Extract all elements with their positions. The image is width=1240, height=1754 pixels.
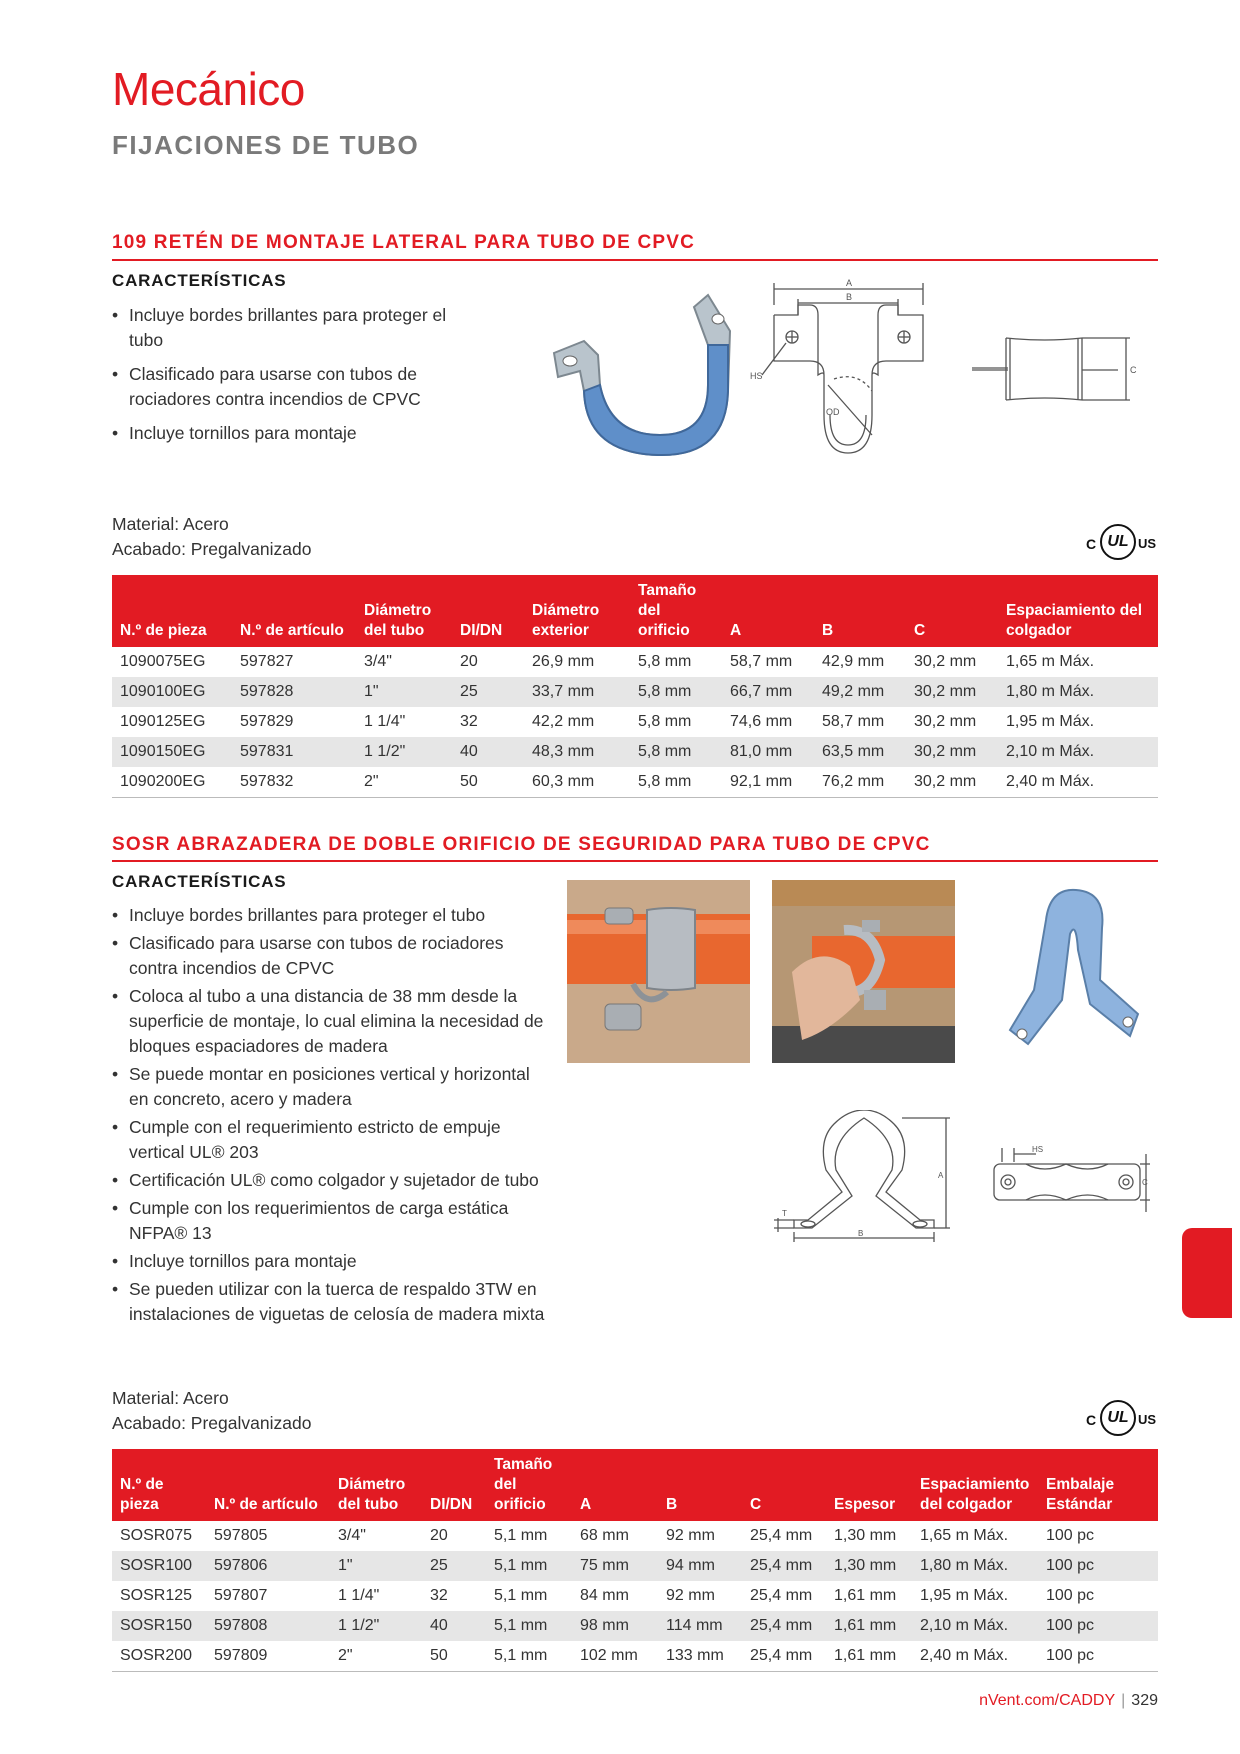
- table-cell: 63,5 mm: [814, 737, 906, 767]
- table-cell: 94 mm: [658, 1551, 742, 1581]
- diagram-label-a: A: [938, 1171, 944, 1180]
- table-cell: 597807: [214, 1587, 268, 1604]
- technical-drawing-109-side: [970, 330, 1145, 405]
- table-cell: 49,2 mm: [814, 677, 906, 707]
- table-cell: 48,3 mm: [524, 737, 630, 767]
- feature-item: • Incluye bordes brillantes para proteger el tubo: [112, 903, 552, 928]
- table-cell: 68 mm: [580, 1527, 629, 1544]
- table-cell: 40: [422, 1611, 486, 1641]
- table-cell: 133 mm: [658, 1641, 742, 1672]
- column-header: Diámetro exterior: [524, 575, 630, 647]
- feature-item: • Incluye tornillos para montaje: [112, 421, 452, 446]
- table-cell: 1": [356, 677, 452, 707]
- table-cell: 74,6 mm: [730, 713, 793, 730]
- feature-item: • Se pueden utilizar con la tuerca de respaldo 3TW en instalaciones de viguetas de celosía de madera mixta: [112, 1277, 552, 1327]
- table-cell: 58,7 mm: [730, 653, 793, 670]
- table-row: [112, 707, 1158, 737]
- diagram-label-c: C: [1130, 365, 1137, 375]
- table-cell: SOSR200: [112, 1641, 206, 1672]
- table-cell: 1,61 mm: [826, 1641, 912, 1672]
- column-header: DI/DN: [452, 575, 524, 647]
- section1-material: Material: Acero: [112, 514, 229, 534]
- table-cell: 597832: [232, 767, 356, 798]
- column-header: Tamaño del orificio: [630, 575, 722, 647]
- table-cell: 1 1/2": [330, 1611, 422, 1641]
- installation-photo-wall: [567, 880, 750, 1063]
- table-cell: 5,1 mm: [486, 1611, 572, 1641]
- diagram-label-t: T: [782, 1209, 787, 1218]
- column-header: Espaciamiento del colgador: [912, 1449, 1038, 1521]
- table-cell: 25: [452, 677, 524, 707]
- footer-website: nVent.com/CADDY: [979, 1692, 1116, 1709]
- table-row: [112, 1611, 1158, 1641]
- section1-finish: Acabado: Pregalvanizado: [112, 539, 312, 559]
- table-cell: 1 1/4": [338, 1587, 380, 1604]
- technical-drawing-109-front: [748, 275, 943, 465]
- table-row: [112, 647, 1158, 677]
- table-cell: 597827: [240, 653, 294, 670]
- table-cell: 32: [460, 713, 478, 730]
- table-cell: 5,8 mm: [630, 677, 722, 707]
- table-cell: 100 pc: [1046, 1587, 1095, 1604]
- table-row: [112, 1521, 1158, 1551]
- table-cell: 81,0 mm: [722, 737, 814, 767]
- feature-item: • Cumple con el requerimiento estricto de empuje vertical UL® 203: [112, 1115, 552, 1165]
- table-cell: 597806: [206, 1551, 330, 1581]
- table-cell: 597809: [206, 1641, 330, 1672]
- diagram-label-b: B: [846, 292, 853, 302]
- table-cell: 1,80 m Máx.: [912, 1551, 1038, 1581]
- table-cell: 100 pc: [1038, 1611, 1158, 1641]
- column-header: C: [906, 575, 998, 647]
- section2-title: SOSR ABRAZADERA DE DOBLE ORIFICIO DE SEGURIDAD PARA TUBO DE CPVC: [112, 834, 931, 855]
- page-number: 329: [1131, 1692, 1158, 1709]
- column-header: Espesor: [826, 1449, 912, 1521]
- table-cell: 3/4": [364, 653, 392, 670]
- table-cell: 1090150EG: [112, 737, 232, 767]
- section-side-tab: [1182, 1228, 1232, 1318]
- table-cell: 92,1 mm: [722, 767, 814, 798]
- table-header-row: [112, 575, 1158, 647]
- table-cell: 50: [452, 767, 524, 798]
- table-cell: SOSR150: [112, 1611, 206, 1641]
- table-cell: 597831: [232, 737, 356, 767]
- table-cell: 100 pc: [1038, 1551, 1158, 1581]
- table-cell: 597808: [206, 1611, 330, 1641]
- table-cell: 1,65 m Máx.: [1006, 653, 1095, 670]
- table-cell: 20: [430, 1527, 448, 1544]
- diagram-label-b: B: [858, 1229, 864, 1238]
- table-cell: 92 mm: [666, 1587, 715, 1604]
- table-cell: 30,2 mm: [914, 713, 977, 730]
- table-cell: 2": [330, 1641, 422, 1672]
- table-cell: 25,4 mm: [742, 1551, 826, 1581]
- column-header: N.º de artículo: [206, 1449, 330, 1521]
- table-row: [112, 677, 1158, 707]
- page-subtitle: FIJACIONES DE TUBO: [112, 130, 420, 160]
- table-cell: 26,9 mm: [532, 653, 595, 670]
- table-cell: 1,95 m Máx.: [920, 1587, 1009, 1604]
- feature-item: • Coloca al tubo a una distancia de 38 mm desde la superficie de montaje, lo cual elimina la necesidad de bloques espaciadores de madera: [112, 984, 552, 1059]
- installation-photo-hand: [772, 880, 955, 1063]
- feature-item: • Clasificado para usarse con tubos de rociadores contra incendios de CPVC: [112, 362, 452, 412]
- table-cell: SOSR075: [120, 1527, 193, 1544]
- spec-table-sosr: [112, 1449, 1158, 1672]
- technical-drawing-sosr-front: [768, 1110, 963, 1245]
- table-cell: 597828: [232, 677, 356, 707]
- diagram-label-od: OD: [826, 407, 840, 417]
- table-cell: 5,8 mm: [630, 767, 722, 798]
- table-cell: 114 mm: [658, 1611, 742, 1641]
- table-cell: 100 pc: [1038, 1641, 1158, 1672]
- table-cell: 60,3 mm: [524, 767, 630, 798]
- table-cell: 40: [452, 737, 524, 767]
- table-cell: 32: [430, 1587, 448, 1604]
- product-photo-sosr: [990, 880, 1150, 1065]
- table-cell: 30,2 mm: [906, 677, 998, 707]
- section1-features-heading: CARACTERÍSTICAS: [112, 271, 287, 290]
- feature-item: • Se puede montar en posiciones vertical y horizontal en concreto, acero y madera: [112, 1062, 552, 1112]
- table-cell: 5,8 mm: [638, 653, 692, 670]
- table-cell: 1": [330, 1551, 422, 1581]
- feature-item: • Certificación UL® como colgador y sujetador de tubo: [112, 1168, 552, 1193]
- column-header: Espaciamiento del colgador: [998, 575, 1158, 647]
- table-cell: 102 mm: [572, 1641, 658, 1672]
- table-cell: 5,1 mm: [486, 1641, 572, 1672]
- diagram-label-hs: HS: [1032, 1145, 1044, 1154]
- table-cell: 597829: [240, 713, 294, 730]
- column-header: Diámetro del tubo: [330, 1449, 422, 1521]
- table-cell: 1 1/2": [356, 737, 452, 767]
- section2-features-list: [112, 903, 552, 1330]
- feature-item: • Cumple con los requerimientos de carga estática NFPA® 13: [112, 1196, 552, 1246]
- page-footer: nVent.com/CADDY | 329: [979, 1692, 1158, 1709]
- table-row: [112, 767, 1158, 798]
- table-cell: 20: [460, 653, 478, 670]
- table-cell: 66,7 mm: [722, 677, 814, 707]
- table-cell: 5,8 mm: [638, 713, 692, 730]
- table-cell: SOSR125: [120, 1587, 193, 1604]
- table-cell: 25,4 mm: [750, 1587, 813, 1604]
- table-cell: 1090100EG: [112, 677, 232, 707]
- table-cell: 25,4 mm: [742, 1641, 826, 1672]
- table-cell: 2,10 m Máx.: [998, 737, 1158, 767]
- table-cell: 100 pc: [1046, 1527, 1095, 1544]
- ul-certification-logo: C UL US: [1086, 1400, 1162, 1434]
- table-cell: 30,2 mm: [906, 737, 998, 767]
- table-cell: 50: [422, 1641, 486, 1672]
- table-cell: 1090200EG: [112, 767, 232, 798]
- column-header: A: [572, 1449, 658, 1521]
- section1-title: 109 RETÉN DE MONTAJE LATERAL PARA TUBO DE CPVC: [112, 232, 696, 253]
- table-row: [112, 1551, 1158, 1581]
- column-header: Embalaje Estándar: [1038, 1449, 1158, 1521]
- table-cell: 1090125EG: [120, 713, 206, 730]
- table-cell: 5,1 mm: [486, 1551, 572, 1581]
- column-header: Diámetro del tubo: [356, 575, 452, 647]
- table-cell: 84 mm: [580, 1587, 629, 1604]
- table-cell: 2": [356, 767, 452, 798]
- table-cell: 42,2 mm: [532, 713, 595, 730]
- table-cell: 1 1/4": [364, 713, 406, 730]
- table-cell: 1,95 m Máx.: [1006, 713, 1095, 730]
- section1-rule: [112, 259, 1158, 261]
- table-row: [112, 737, 1158, 767]
- table-cell: 30,2 mm: [914, 653, 977, 670]
- table-cell: 1,30 mm: [826, 1551, 912, 1581]
- table-cell: 42,9 mm: [822, 653, 885, 670]
- table-row: [112, 1581, 1158, 1611]
- section2-finish: Acabado: Pregalvanizado: [112, 1413, 312, 1433]
- feature-item: • Clasificado para usarse con tubos de rociadores contra incendios de CPVC: [112, 931, 552, 981]
- diagram-label-hs: HS: [750, 371, 763, 381]
- column-header: DI/DN: [422, 1449, 486, 1521]
- table-cell: 1,30 mm: [834, 1527, 897, 1544]
- table-cell: 30,2 mm: [906, 767, 998, 798]
- table-cell: 1,80 m Máx.: [998, 677, 1158, 707]
- table-cell: 1,61 mm: [826, 1611, 912, 1641]
- spec-table-109: [112, 575, 1158, 798]
- table-cell: 25: [422, 1551, 486, 1581]
- product-photo-109: [540, 285, 740, 465]
- table-cell: 5,1 mm: [494, 1587, 548, 1604]
- table-cell: 5,1 mm: [494, 1527, 548, 1544]
- table-cell: 25,4 mm: [742, 1611, 826, 1641]
- table-cell: 98 mm: [572, 1611, 658, 1641]
- column-header: B: [814, 575, 906, 647]
- diagram-label-c: C: [1142, 1178, 1148, 1187]
- column-header: A: [722, 575, 814, 647]
- table-cell: 75 mm: [572, 1551, 658, 1581]
- table-cell: 58,7 mm: [822, 713, 885, 730]
- table-cell: 92 mm: [666, 1527, 715, 1544]
- column-header: N.º de pieza: [112, 575, 232, 647]
- section2-features-heading: CARACTERÍSTICAS: [112, 872, 287, 891]
- section1-features-list: [112, 303, 452, 455]
- table-row: [112, 1641, 1158, 1672]
- feature-item: • Incluye bordes brillantes para proteger el tubo: [112, 303, 452, 353]
- table-cell: 33,7 mm: [524, 677, 630, 707]
- table-cell: 1090075EG: [120, 653, 206, 670]
- table-cell: 1,61 mm: [834, 1587, 897, 1604]
- feature-item: • Incluye tornillos para montaje: [112, 1249, 552, 1274]
- table-cell: 3/4": [338, 1527, 366, 1544]
- column-header: C: [742, 1449, 826, 1521]
- column-header: Tamaño del orificio: [486, 1449, 572, 1521]
- table-cell: SOSR100: [112, 1551, 206, 1581]
- table-header-row: [112, 1449, 1158, 1521]
- ul-certification-logo: C UL US: [1086, 524, 1162, 558]
- column-header: N.º de pieza: [112, 1449, 206, 1521]
- column-header: B: [658, 1449, 742, 1521]
- section2-rule: [112, 860, 1158, 862]
- table-cell: 2,40 m Máx.: [912, 1641, 1038, 1672]
- table-cell: 2,10 m Máx.: [912, 1611, 1038, 1641]
- table-cell: 5,8 mm: [630, 737, 722, 767]
- table-cell: 76,2 mm: [814, 767, 906, 798]
- table-cell: 25,4 mm: [750, 1527, 813, 1544]
- section2-material: Material: Acero: [112, 1388, 229, 1408]
- technical-drawing-sosr-top: [984, 1140, 1154, 1220]
- diagram-label-a: A: [846, 278, 853, 288]
- table-cell: 597805: [214, 1527, 268, 1544]
- page-title: Mecánico: [112, 63, 305, 115]
- table-cell: 1,65 m Máx.: [920, 1527, 1009, 1544]
- column-header: N.º de artículo: [232, 575, 356, 647]
- table-cell: 2,40 m Máx.: [998, 767, 1158, 798]
